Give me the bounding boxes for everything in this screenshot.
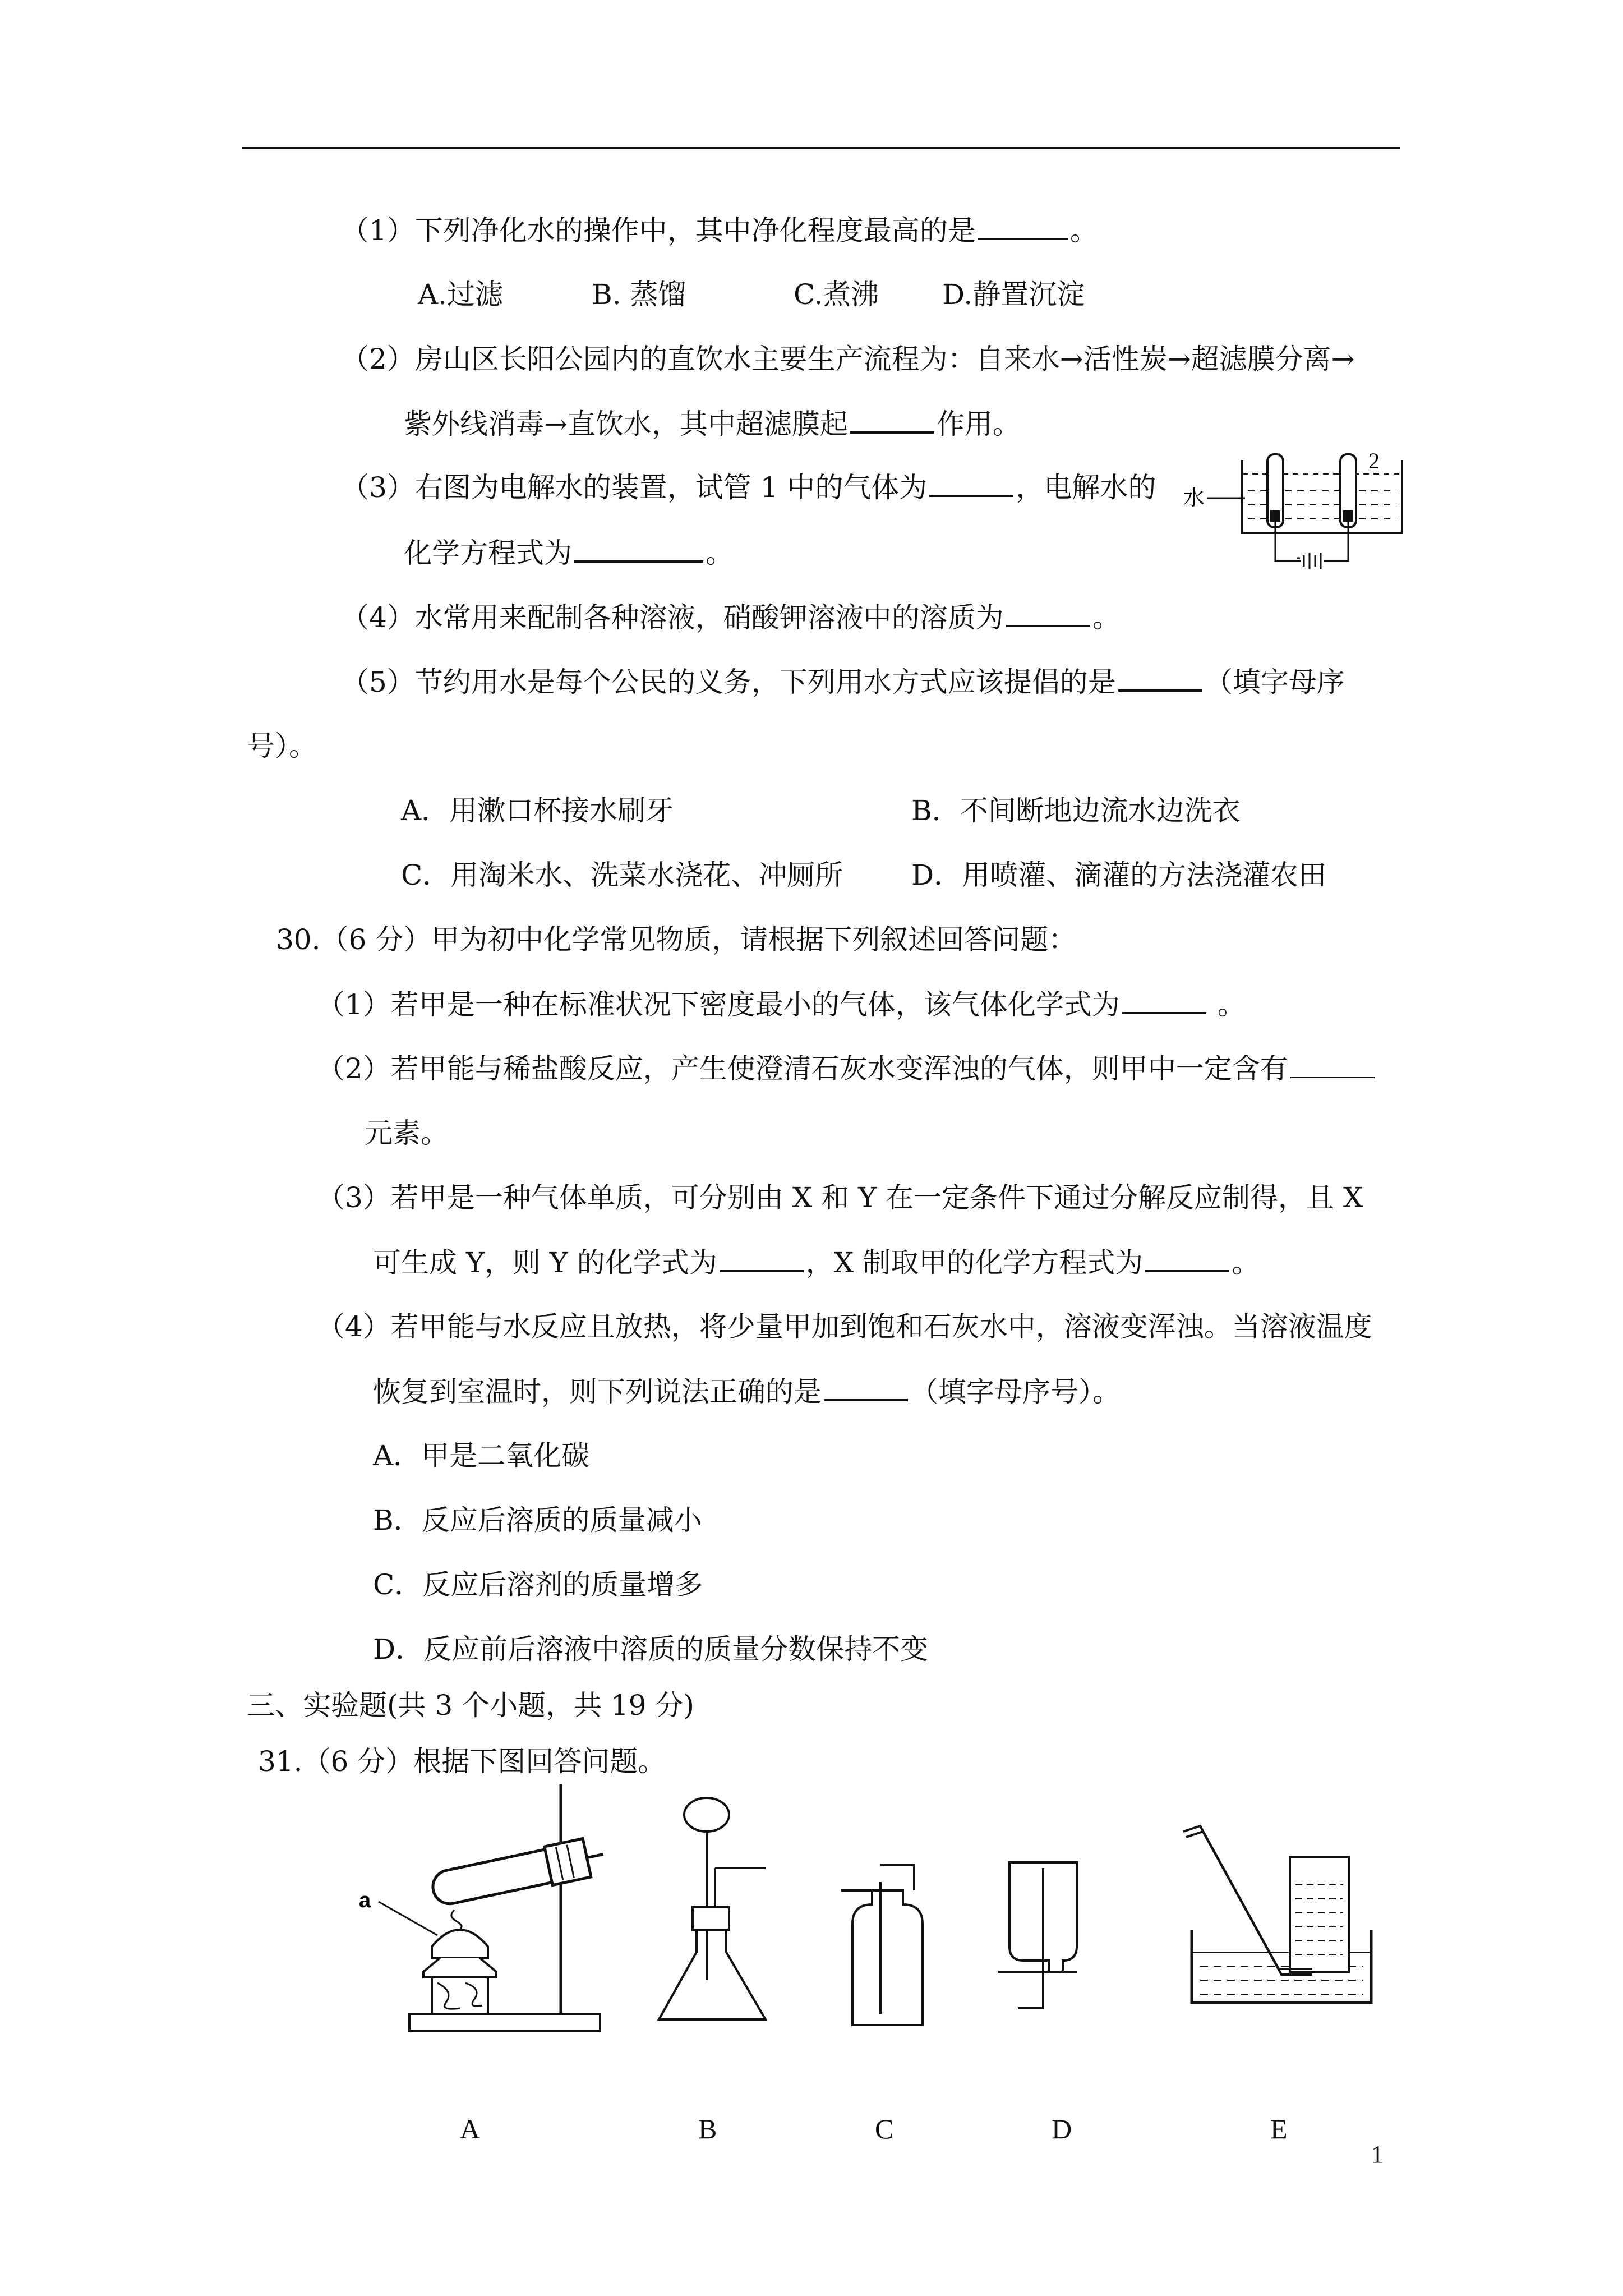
q30-stem: 30.（6 分）甲为初中化学常见物质，请根据下列叙述回答问题：: [276, 923, 1077, 956]
marker-a-label: a: [359, 1889, 371, 1912]
lab-apparatus-figure: [348, 1778, 1391, 2042]
q29-item-3-line-2: 化学方程式为 。: [404, 537, 734, 569]
q29-item-1: （1）下列净化水的操作中，其中净化程度最高的是 。: [341, 214, 1098, 247]
q29-option-d: D．用喷灌、滴灌的方法浇灌农田: [911, 859, 1327, 891]
answer-blank: [1122, 987, 1206, 1014]
q29-option-c: C．用淘米水、洗菜水浇花、冲厕所: [401, 859, 843, 891]
q29-item-3-line-1: （3）右图为电解水的装置，试管 1 中的气体为 ，电解水的: [341, 471, 1156, 504]
q30-item-1: （1）若甲是一种在标准状况下密度最小的气体，该气体化学式为 。: [317, 988, 1246, 1021]
answer-blank: [978, 213, 1068, 240]
apparatus-d: [998, 1862, 1077, 2008]
q29-option-a: A．用漱口杯接水刷牙: [401, 794, 674, 827]
tube-2-label: 2: [1368, 448, 1380, 473]
q30-option-d: D．反应前后溶液中溶质的质量分数保持不变: [373, 1633, 929, 1665]
q29-option-b: B．不间断地边流水边洗衣: [911, 794, 1241, 827]
q30-option-c: C．反应后溶剂的质量增多: [373, 1568, 703, 1601]
option-d: D.静置沉淀: [942, 278, 1085, 311]
option-c: C.煮沸: [794, 278, 879, 311]
apparatus-b: [659, 1798, 766, 2019]
q30-item-2-line-2: 元素。: [365, 1117, 449, 1149]
section-heading: 三、实验题(共 3 个小题，共 19 分): [247, 1689, 695, 1722]
answer-blank: [1118, 665, 1202, 692]
q29-item-5-line-1: （5）节约用水是每个公民的义务，下列用水方式应该提倡的是 （填字母序: [341, 666, 1345, 698]
q30-option-b: B．反应后溶质的质量减小: [373, 1504, 702, 1536]
q29-item-2-line-1: （2）房山区长阳公园内的直饮水主要生产流程为：自来水→活性炭→超滤膜分离→: [341, 343, 1355, 375]
label-d: D: [1052, 2113, 1072, 2145]
q30-item-4-line-2: 恢复到室温时，则下列说法正确的是 （填字母序号）。: [373, 1375, 1121, 1408]
electrolysis-apparatus-figure: [1178, 443, 1408, 578]
option-a: A.过滤: [418, 278, 504, 311]
q29-item-5-line-2: 号）。: [247, 730, 317, 762]
q29-item-4: （4）水常用来配制各种溶液，硝酸钾溶液中的溶质为 。: [341, 601, 1121, 634]
water-label: 水: [1183, 485, 1205, 510]
answer-blank: [1145, 1245, 1229, 1272]
q30-option-a: A．甲是二氧化碳: [373, 1439, 590, 1472]
q29-item-2-line-2: 紫外线消毒→直饮水，其中超滤膜起 作用。: [404, 408, 1021, 440]
answer-blank: [720, 1245, 804, 1272]
answer-blank: [1006, 600, 1090, 627]
answer-blank: [929, 470, 1013, 497]
label-e: E: [1270, 2113, 1288, 2145]
q30-item-3-line-1: （3）若甲是一种气体单质，可分别由 X 和 Y 在一定条件下通过分解反应制得，且 X: [317, 1181, 1363, 1214]
page-number: 1: [1371, 2141, 1384, 2168]
label-a: A: [460, 2113, 481, 2145]
label-c: C: [875, 2113, 894, 2145]
q31-stem: 31.（6 分）根据下图回答问题。: [258, 1745, 666, 1778]
q30-item-4-line-1: （4）若甲能与水反应且放热，将少量甲加到饱和石灰水中，溶液变浑浊。当溶液温度: [317, 1310, 1372, 1343]
q30-item-3-line-2: 可生成 Y，则 Y 的化学式为 ，X 制取甲的化学方程式为 。: [373, 1246, 1260, 1279]
answer-blank: [574, 536, 703, 563]
answer-blank: [824, 1374, 908, 1401]
apparatus-c: [841, 1865, 923, 2025]
apparatus-a: [359, 1784, 607, 2031]
q30-item-2-line-1: （2）若甲能与稀盐酸反应，产生使澄清石灰水变浑浊的气体，则甲中一定含有: [317, 1052, 1377, 1085]
answer-blank: [1290, 1052, 1375, 1078]
option-b: B. 蒸馏: [592, 278, 686, 311]
answer-blank: [850, 407, 934, 434]
header-rule: [242, 147, 1400, 149]
label-b: B: [698, 2113, 717, 2145]
apparatus-e: [1183, 1826, 1371, 2003]
